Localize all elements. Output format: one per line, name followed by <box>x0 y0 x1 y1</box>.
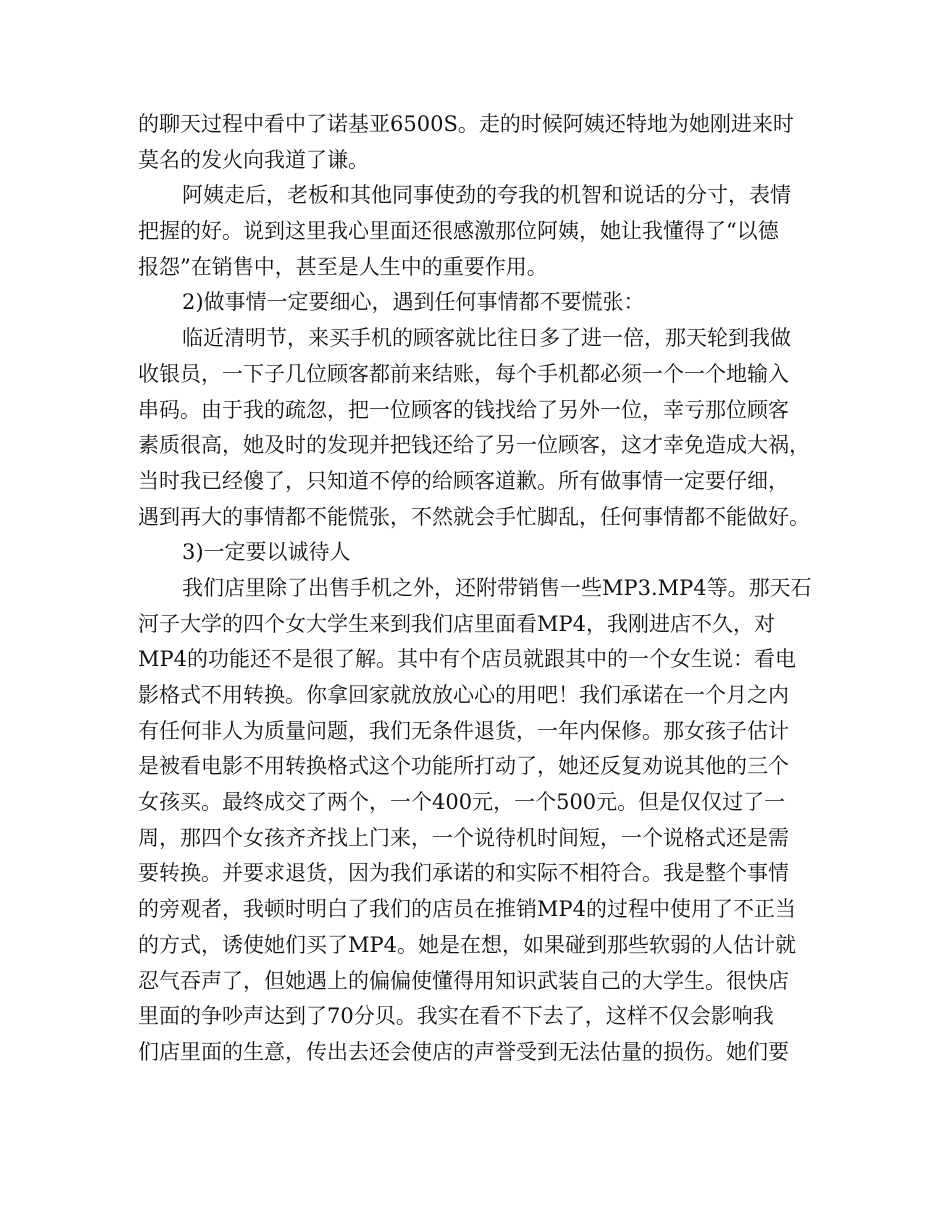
text-line: 忍气吞声了，但她遇上的偏偏使懂得用知识武装自己的大学生。很快店 <box>138 968 789 993</box>
text-line: 周，那四个女孩齐齐找上门来，一个说待机时间短，一个说格式还是需 <box>138 825 789 850</box>
text-line: 收银员，一下子几位顾客都前来结账，每个手机都必须一个一个地输入 <box>138 361 789 386</box>
text-line: 河子大学的四个女大学生来到我们店里面看MP4，我刚进店不久，对 <box>138 611 775 636</box>
section-heading: 3)一定要以诚待人 <box>182 540 351 565</box>
text-line: 莫名的发火向我道了谦。 <box>138 147 369 172</box>
text-line: 素质很高，她及时的发现并把钱还给了另一位顾客，这才幸免造成大祸， <box>138 433 810 458</box>
paragraph-start-line: 阿姨走后，老板和其他同事使劲的夸我的机智和说话的分寸，表情 <box>182 183 791 208</box>
text-line: MP4的功能还不是很了解。其中有个店员就跟其中的一个女生说：看电 <box>138 647 796 672</box>
body-text <box>138 107 838 1071</box>
text-line: 的聊天过程中看中了诺基亚6500S。走的时候阿姨还特地为她刚进来时 <box>138 112 794 136</box>
text-line: 影格式不用转换。你拿回家就放放心心的用吧！我们承诺在一个月之内 <box>138 683 789 707</box>
text-line: 的旁观者，我顿时明白了我们的店员在推销MP4的过程中使用了不正当 <box>138 897 796 922</box>
text-line: 当时我已经傻了，只知道不停的给顾客道歉。所有做事情一定要仔细， <box>138 468 789 493</box>
text-line: 是被看电影不用转换格式这个功能所打动了，她还反复劝说其他的三个 <box>138 754 789 779</box>
text-line: 有任何非人为质量问题，我们无条件退货，一年内保修。那女孩子估计 <box>138 718 789 743</box>
text-line: 女孩买。最终成交了两个，一个400元，一个500元。但是仅仅过了一 <box>138 790 786 815</box>
text-line: 要转换。并要求退货，因为我们承诺的和实际不相符合。我是整个事情 <box>138 861 789 886</box>
text-line: 的方式，诱使她们买了MP4。她是在想，如果碰到那些软弱的人估计就 <box>138 932 796 957</box>
paragraph-start-line: 我们店里除了出售手机之外，还附带销售一些MP3.MP4等。那天石 <box>182 575 812 600</box>
text-line: 们店里面的生意，传出去还会使店的声誉受到无法估量的损伤。她们要 <box>138 1039 789 1064</box>
text-line: 串码。由于我的疏忽，把一位顾客的钱找给了另外一位，幸亏那位顾客 <box>138 397 789 422</box>
text-line: 把握的好。说到这里我心里面还很感激那位阿姨，她让我懂得了“以德 <box>138 219 779 244</box>
section-heading: 2)做事情一定要细心，遇到任何事情都不要慌张： <box>182 290 645 315</box>
text-line: 里面的争吵声达到了70分贝。我实在看不下去了，这样不仅会影响我 <box>138 1004 774 1029</box>
paragraph-start-line: 临近清明节，来买手机的顾客就比往日多了进一倍，那天轮到我做 <box>182 326 791 351</box>
text-line: 报怨”在销售中，甚至是人生中的重要作用。 <box>138 254 548 279</box>
text-line: 遇到再大的事情都不能慌张，不然就会手忙脚乱，任何事情都不能做好。 <box>138 504 810 529</box>
